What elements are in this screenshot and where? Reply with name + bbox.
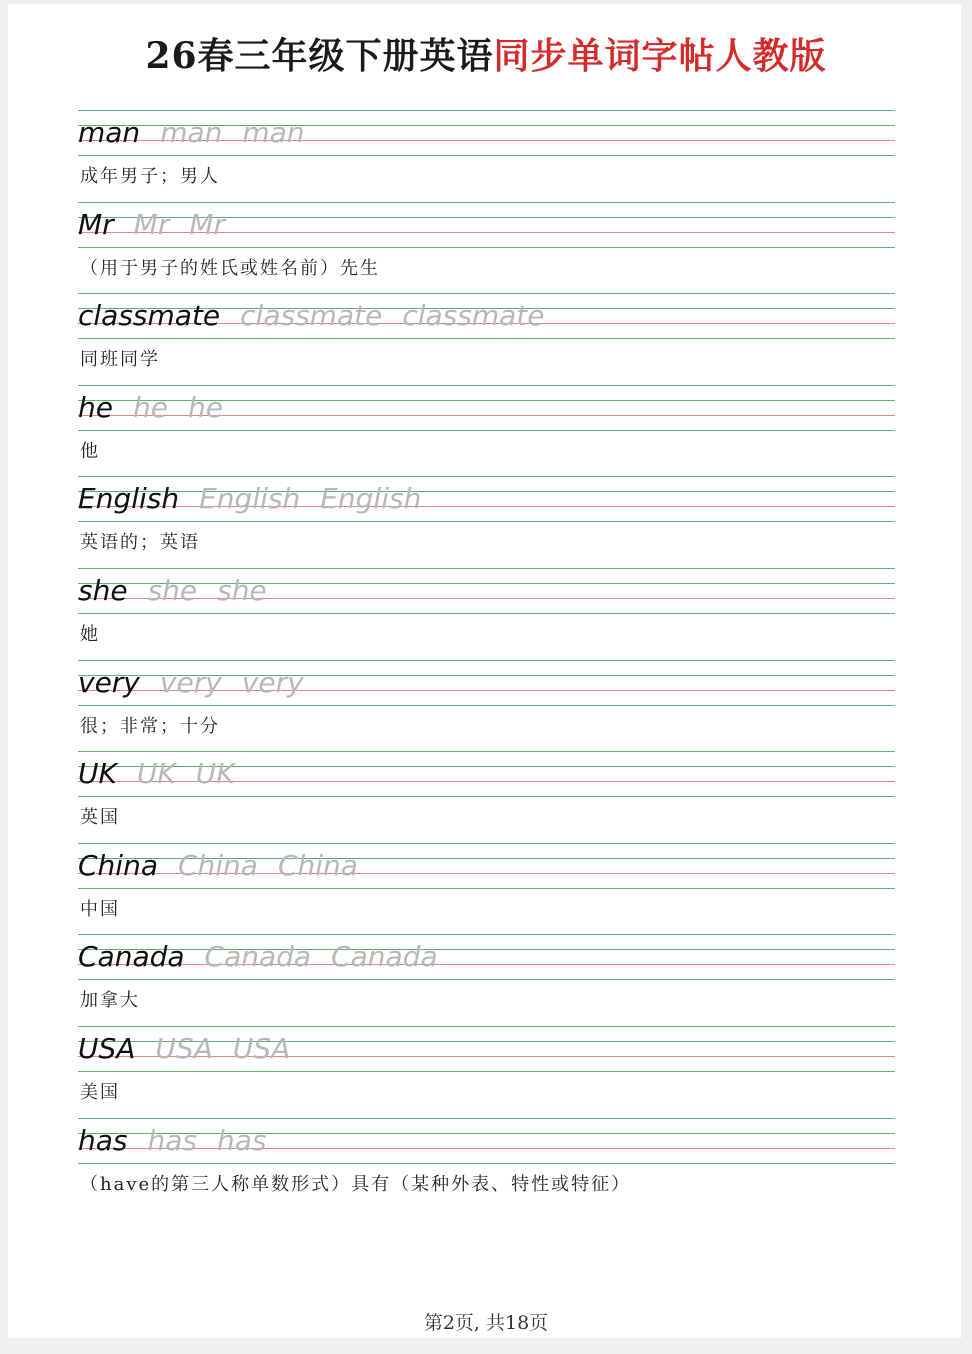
vocab-meaning: 美国 <box>80 1082 120 1103</box>
word-row <box>78 849 358 883</box>
vocab-meaning: 她 <box>80 624 100 645</box>
trace-word: UK <box>195 757 235 791</box>
trace-word: USA <box>155 1032 213 1065</box>
vocab-meaning: （用于男子的姓氏或姓名前）先生 <box>80 257 380 279</box>
guide-green-line <box>78 338 895 339</box>
vocab-word: China <box>78 848 158 882</box>
trace-word: has <box>217 1123 267 1157</box>
guide-green-line <box>78 1026 895 1027</box>
title-red-part: 同步单词字帖人教版 <box>493 35 827 77</box>
trace-word: USA <box>232 1032 291 1065</box>
guide-green-line <box>78 430 895 431</box>
guide-green-line <box>78 110 895 111</box>
guide-green-line <box>78 796 895 797</box>
guide-green-line <box>78 247 895 248</box>
word-row <box>78 940 438 974</box>
vocab-entry <box>0 293 972 385</box>
trace-word: Mr <box>189 207 226 241</box>
trace-word: has <box>147 1123 197 1157</box>
vocab-meaning: 他 <box>80 440 100 462</box>
vocab-entry <box>0 660 972 752</box>
guide-green-line <box>78 751 895 752</box>
vocab-word: UK <box>78 757 117 791</box>
guide-green-line <box>78 1118 895 1119</box>
trace-word: China <box>277 848 358 882</box>
vocab-entry <box>0 202 972 294</box>
vocab-word: has <box>78 1123 128 1157</box>
guide-green-line <box>78 979 895 980</box>
trace-word: he <box>187 390 223 424</box>
guide-green-line <box>78 934 895 935</box>
vocab-entry <box>0 934 972 1026</box>
vocab-entry <box>0 1118 972 1210</box>
word-row <box>78 574 267 608</box>
trace-word: UK <box>136 757 176 791</box>
vocab-meaning: （have的第三人称单数形式）具有（某种外表、特性或特征） <box>80 1173 632 1195</box>
guide-green-line <box>78 521 895 522</box>
word-row <box>78 391 223 425</box>
vocab-entry <box>0 751 972 843</box>
trace-word: very <box>159 665 222 699</box>
guide-green-line <box>78 660 895 661</box>
word-row <box>78 116 305 150</box>
trace-word: man <box>160 116 223 149</box>
guide-green-line <box>78 1071 895 1072</box>
word-row <box>78 482 421 516</box>
vocab-entry <box>0 568 972 660</box>
vocab-entry <box>0 1026 972 1118</box>
vocab-meaning: 英语的；英语 <box>80 532 200 554</box>
vocab-meaning: 很；非常；十分 <box>80 715 220 737</box>
guide-green-line <box>78 705 895 706</box>
vocab-word: Mr <box>78 207 114 241</box>
vocab-entry <box>0 385 972 477</box>
trace-word: classmate <box>402 299 545 333</box>
vocab-meaning: 成年男子；男人 <box>80 166 220 187</box>
trace-word: she <box>147 574 198 607</box>
vocab-word: USA <box>78 1032 136 1065</box>
word-row <box>78 1124 267 1158</box>
word-row <box>78 1032 290 1066</box>
vocab-entry <box>0 843 972 935</box>
word-row <box>78 757 235 791</box>
trace-word: she <box>217 574 267 607</box>
guide-green-line <box>78 476 895 477</box>
trace-word: English <box>320 482 422 516</box>
trace-word: Mr <box>133 207 170 241</box>
guide-green-line <box>78 385 895 386</box>
guide-green-line <box>78 568 895 569</box>
vocab-word: man <box>78 116 141 149</box>
word-row <box>78 666 304 700</box>
vocab-word: he <box>78 390 113 424</box>
vocab-meaning: 加拿大 <box>80 990 140 1012</box>
word-row <box>78 299 544 333</box>
trace-word: man <box>242 116 305 149</box>
trace-word: classmate <box>240 299 383 333</box>
guide-green-line <box>78 293 895 294</box>
trace-word: English <box>199 482 301 516</box>
trace-word: very <box>241 665 304 699</box>
page-number: 第2页, 共18页 <box>423 1312 549 1334</box>
trace-word: he <box>132 390 168 424</box>
guide-green-line <box>78 613 895 614</box>
guide-green-line <box>78 888 895 889</box>
vocab-meaning: 同班同学 <box>80 349 160 371</box>
title-black-part: 26春三年级下册英语 <box>145 35 494 77</box>
vocab-word: classmate <box>78 299 221 333</box>
vocab-meaning: 英国 <box>80 807 120 829</box>
guide-green-line <box>78 843 895 844</box>
vocab-word: Canada <box>78 940 185 974</box>
word-row <box>78 208 225 242</box>
vocab-entry <box>0 476 972 568</box>
trace-word: Canada <box>331 940 438 974</box>
trace-word: Canada <box>204 940 312 974</box>
vocab-entry <box>0 110 972 202</box>
guide-green-line <box>78 1163 895 1164</box>
vocab-word: she <box>78 574 128 607</box>
vocab-meaning: 中国 <box>80 898 120 920</box>
guide-green-line <box>78 202 895 203</box>
trace-word: China <box>177 848 258 882</box>
vocab-word: English <box>78 482 180 516</box>
vocab-word: very <box>78 665 140 699</box>
guide-green-line <box>78 155 895 156</box>
